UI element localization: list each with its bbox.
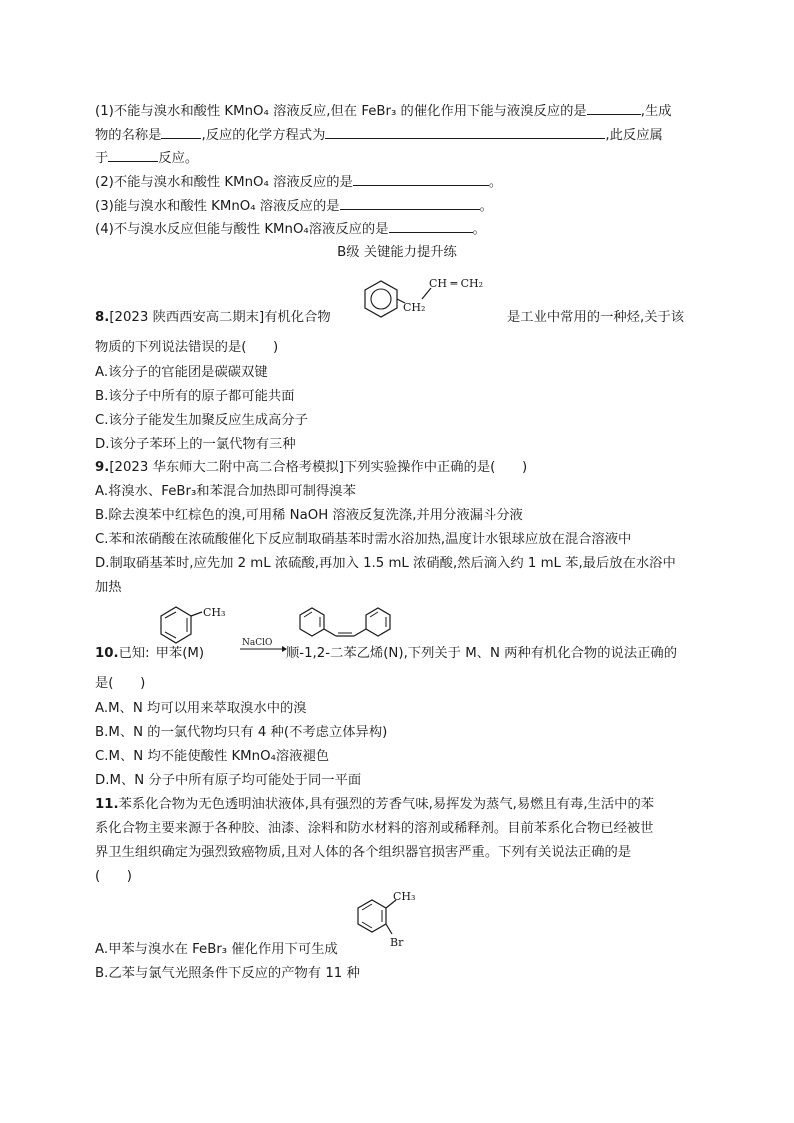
q7-sub4-text: (4)不与溴水反应但能与酸性 KMnO₄溶液反应的是 [95, 222, 389, 237]
q8-option-b: B.该分子中所有的原子都可能共面 [95, 389, 295, 404]
q7-sub1-line2 [95, 124, 663, 146]
styrene-like-structure [343, 272, 513, 328]
q9-option-a: A.将溴水、FeBr₃和苯混合加热即可制得溴苯 [95, 484, 356, 499]
period: 。 [488, 175, 503, 190]
ch3-label: CH₃ [203, 606, 226, 619]
q8-stem-text: 是工业中常用的一种烃,关于该 [507, 310, 685, 325]
q9-option-b: B.除去溴苯中红棕色的溴,可用稀 NaOH 溶液反复洗涤,并用分液漏斗分液 [95, 508, 523, 523]
o-bromotoluene-structure [350, 886, 430, 950]
q8-stem-line1b [507, 308, 684, 328]
q7-sub4 [95, 218, 486, 240]
ch2-label: CH₂ [403, 301, 426, 314]
q11-option-a: A.甲苯与溴水在 FeBr₃ 催化作用下可生成 [95, 942, 338, 957]
q11-line4: ( ) [95, 869, 132, 884]
q9-stem [95, 458, 527, 478]
q7-sub1-text: 反应。 [158, 151, 199, 166]
q10-stem-line1 [95, 644, 204, 664]
q9-option-d: D.制取硝基苯时,应先加 2 mL 浓硫酸,再加入 1.5 mL 浓硝酸,然后滴入约 1 mL 苯,最后放在水浴中 [95, 556, 676, 571]
q8-stem-line1 [95, 308, 331, 328]
q8-option-d: D.该分子苯环上的一氯代物有三种 [95, 437, 296, 452]
q10-stem-text: ,下列关于 M、N 两种有机化合物的说法正确的 [403, 646, 678, 661]
question-number: 11. [95, 797, 119, 812]
q8-stem-line2: 物质的下列说法错误的是( ) [95, 340, 279, 355]
reagent-label: NaClO [242, 638, 273, 648]
q7-sub2 [95, 171, 502, 193]
q7-sub1-text: ,生成 [640, 104, 672, 119]
reaction-arrow [238, 636, 288, 658]
q7-sub1-line1 [95, 100, 672, 122]
vinyl-label: CH ═ CH₂ [429, 277, 484, 290]
q11-text: 苯系化合物为无色透明油状液体,具有强烈的芳香气味,易挥发为蒸气,易燃且有毒,生活中的苯 [118, 797, 655, 812]
answer-blank [108, 147, 158, 162]
q8-stem-text: [2023 陕西西安高二期末]有机化合物 [109, 310, 331, 325]
q7-sub1-text: ,反应的化学方程式为 [201, 128, 326, 143]
q7-sub1-text: 于 [95, 151, 109, 166]
answer-blank [161, 124, 201, 139]
q11-line3: 界卫生组织确定为强烈致癌物质,且对人体的各个组织器官损害严重。下列有关说法正确的是 [95, 845, 632, 860]
q7-sub3 [95, 195, 493, 217]
q10-stem-line1b [286, 644, 677, 664]
q11-option-b: B.乙苯与氯气光照条件下反应的产物有 11 种 [95, 966, 360, 981]
question-number: 9. [95, 460, 110, 475]
q8-option-a: A.该分子的官能团是碳碳双键 [95, 365, 268, 380]
q7-sub2-text: (2)不能与溴水和酸性 KMnO₄ 溶液反应的是 [95, 175, 353, 190]
q10-option-d: D.M、N 分子中所有原子均可能处于同一平面 [95, 773, 362, 788]
q7-sub1-text: 物的名称是 [95, 128, 162, 143]
q9-stem-text: [2023 华东师大二附中高二合格考模拟]下列实验操作中正确的是( ) [109, 460, 528, 475]
section-b-title: B级 关键能力提升练 [337, 245, 457, 260]
q9-option-d-cont: 加热 [95, 580, 122, 595]
q9-option-c: C.苯和浓硝酸在浓硫酸催化下反应制取硝基苯时需水浴加热,温度计水银球应放在混合溶液中 [95, 532, 632, 547]
answer-blank [340, 195, 480, 210]
q10-option-a: A.M、N 均可以用来萃取溴水中的溴 [95, 701, 307, 716]
q7-sub1-text: (1)不能与溴水和酸性 KMnO₄ 溶液反应,但在 FeBr₃ 的催化作用下能与液溴反应的是 [95, 104, 587, 119]
question-number: 8. [95, 310, 110, 325]
q8-option-c: C.该分子能发生加聚反应生成高分子 [95, 413, 308, 428]
cis-stilbene-structure [296, 603, 396, 643]
answer-blank [325, 124, 605, 139]
q7-sub1-line3 [95, 147, 198, 169]
ch3-label: CH₃ [393, 890, 416, 903]
stilbene-label: 顺-1,2-二苯乙烯(N) [286, 646, 404, 661]
q10-option-c: C.M、N 均不能使酸性 KMnO₄溶液褪色 [95, 749, 330, 764]
answer-blank [587, 100, 641, 115]
question-number: 10. [95, 646, 119, 661]
q11-line1 [95, 795, 654, 815]
answer-blank [353, 171, 489, 186]
period: 。 [479, 199, 493, 214]
q10-option-b: B.M、N 的一氯代物均只有 4 种(不考虑立体异构) [95, 725, 388, 740]
q10-stem-line2: 是( ) [95, 676, 146, 691]
q7-sub3-text: (3)能与溴水和酸性 KMnO₄ 溶液反应的是 [95, 199, 340, 214]
br-label: Br [390, 936, 404, 949]
period: 。 [472, 222, 486, 237]
q7-sub1-text: ,此反应属 [605, 128, 663, 143]
q10-known-text: 已知: [118, 646, 150, 661]
toluene-label: 甲苯(M) [155, 646, 205, 661]
q11-line2: 系化合物主要来源于各种胶、油漆、涂料和防水材料的溶剂或稀释剂。目前苯系化合物已经被世 [95, 821, 654, 836]
answer-blank [389, 218, 473, 233]
